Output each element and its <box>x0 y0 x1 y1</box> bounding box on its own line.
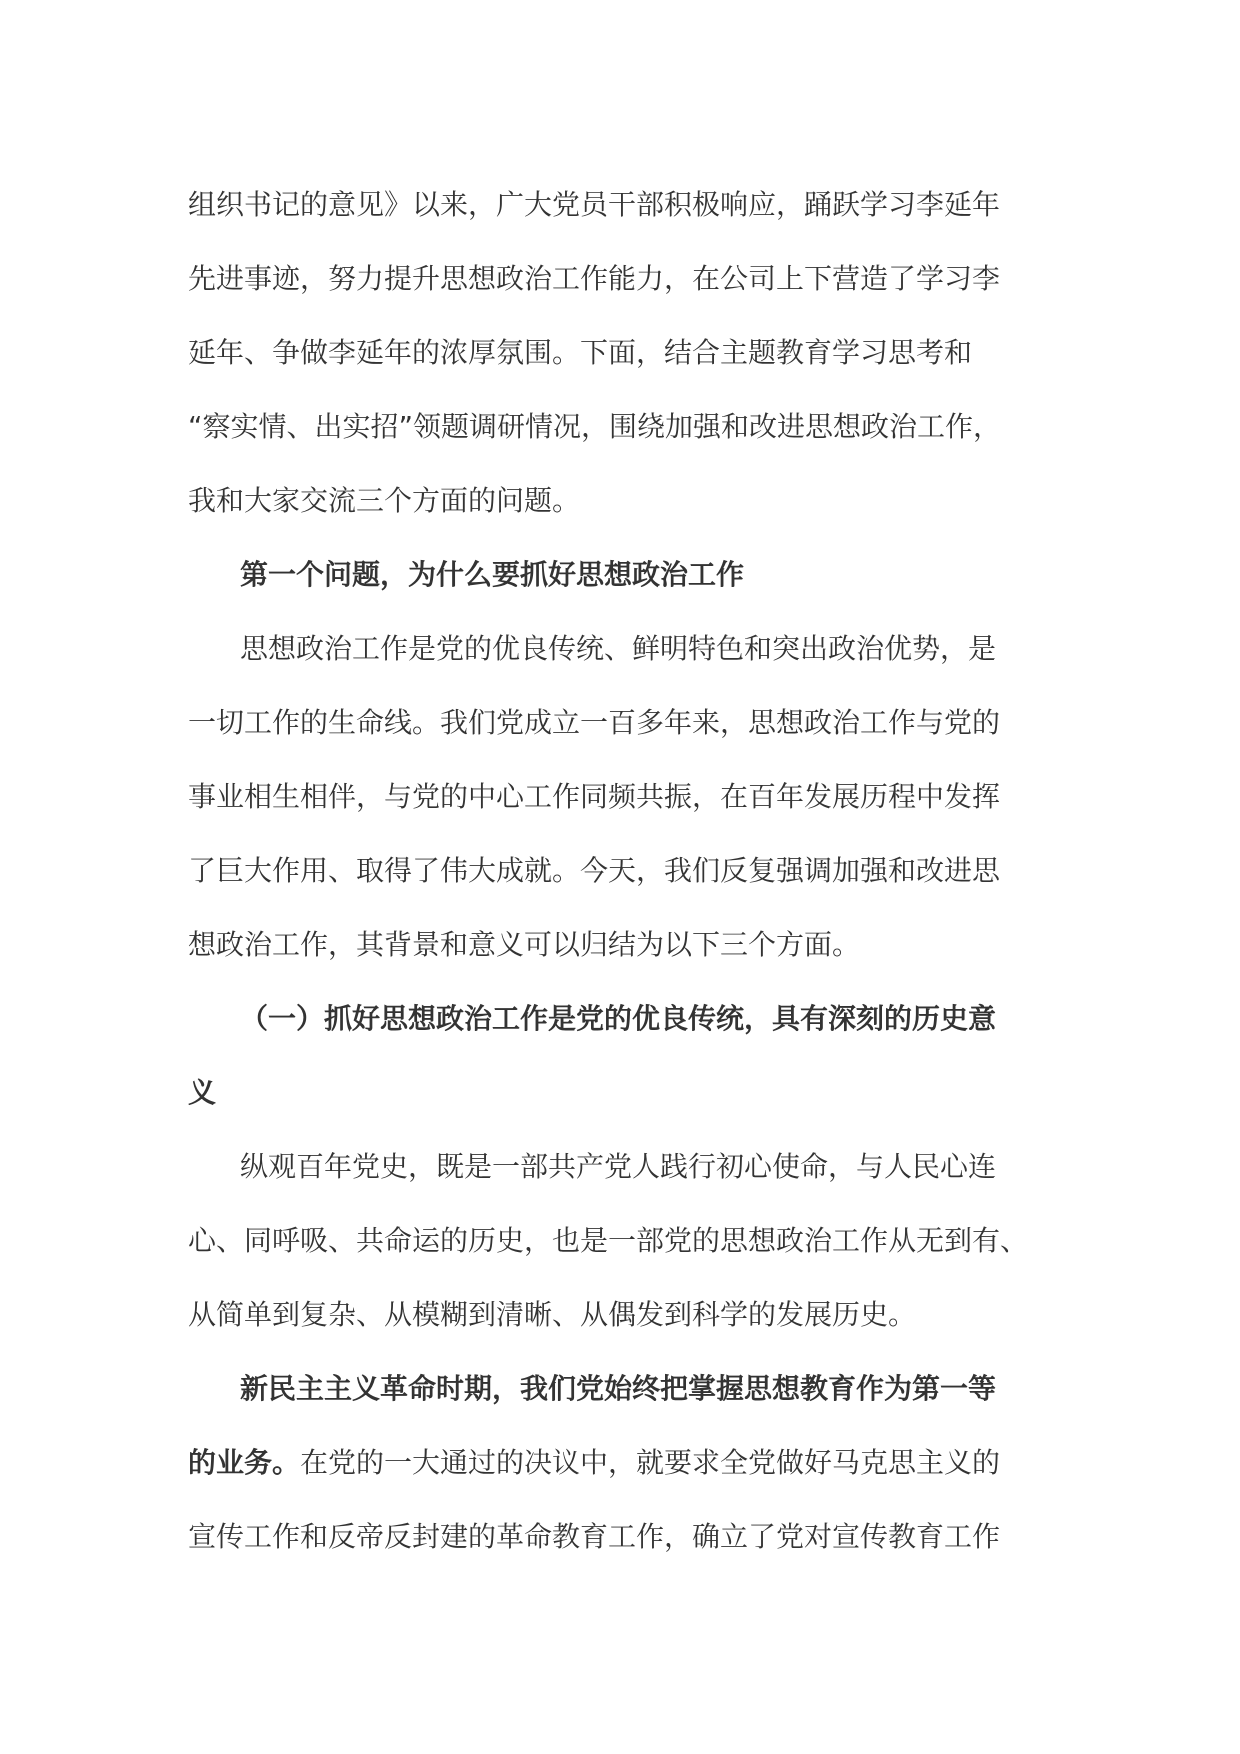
paragraph-intro <box>188 168 1068 538</box>
text-line: 我和大家交流三个方面的问题。 <box>188 484 581 517</box>
section-heading: 第一个问题，为什么要抓好思想政治工作 <box>240 558 745 591</box>
text-line: 义 <box>188 1076 217 1109</box>
text-line: 组织书记的意见》以来，广大党员干部积极响应，踊跃学习李延年 <box>188 188 1001 221</box>
text-line: 想政治工作，其背景和意义可以归结为以下三个方面。 <box>188 928 861 961</box>
text-continuation: 在党的一大通过的决议中，就要求全党做好马克思主义的 <box>300 1446 1001 1479</box>
text-line: 延年、争做李延年的浓厚氛围。下面，结合主题教育学习思考和 <box>188 336 973 369</box>
text-line: 事业相生相伴，与党的中心工作同频共振，在百年发展历程中发挥 <box>188 780 1001 813</box>
paragraph-significance <box>188 612 1068 982</box>
text-line: 从简单到复杂、从模糊到清晰、从偶发到科学的发展历史。 <box>188 1298 917 1331</box>
text-line: 一切工作的生命线。我们党成立一百多年来，思想政治工作与党的 <box>188 706 1001 739</box>
text-line <box>188 1426 1068 1500</box>
document-body <box>188 168 1068 1574</box>
text-line: 先进事迹，努力提升思想政治工作能力，在公司上下营造了学习李 <box>188 262 1001 295</box>
text-line: 心、同呼吸、共命运的历史，也是一部党的思想政治工作从无到有、 <box>188 1224 1029 1257</box>
text-line-bold-lead: 新民主主义革命时期，我们党始终把掌握思想教育作为第一等 <box>240 1372 997 1405</box>
text-line: 宣传工作和反帝反封建的革命教育工作，确立了党对宣传教育工作 <box>188 1520 1001 1553</box>
paragraph-revolution-period <box>188 1352 1068 1574</box>
text-line: 纵观百年党史，既是一部共产党人践行初心使命，与人民心连 <box>240 1150 997 1183</box>
bold-lead-end: 的业务。 <box>188 1446 301 1479</box>
text-line: 了巨大作用、取得了伟大成就。今天，我们反复强调加强和改进思 <box>188 854 1001 887</box>
text-line: （一）抓好思想政治工作是党的优良传统，具有深刻的历史意 <box>240 1002 997 1035</box>
paragraph-history <box>188 1130 1068 1352</box>
text-line: “察实情、出实招”领题调研情况，围绕加强和改进思想政治工作， <box>188 410 1002 443</box>
subsection-heading <box>188 982 1068 1130</box>
text-line: 思想政治工作是党的优良传统、鲜明特色和突出政治优势，是 <box>240 632 997 665</box>
